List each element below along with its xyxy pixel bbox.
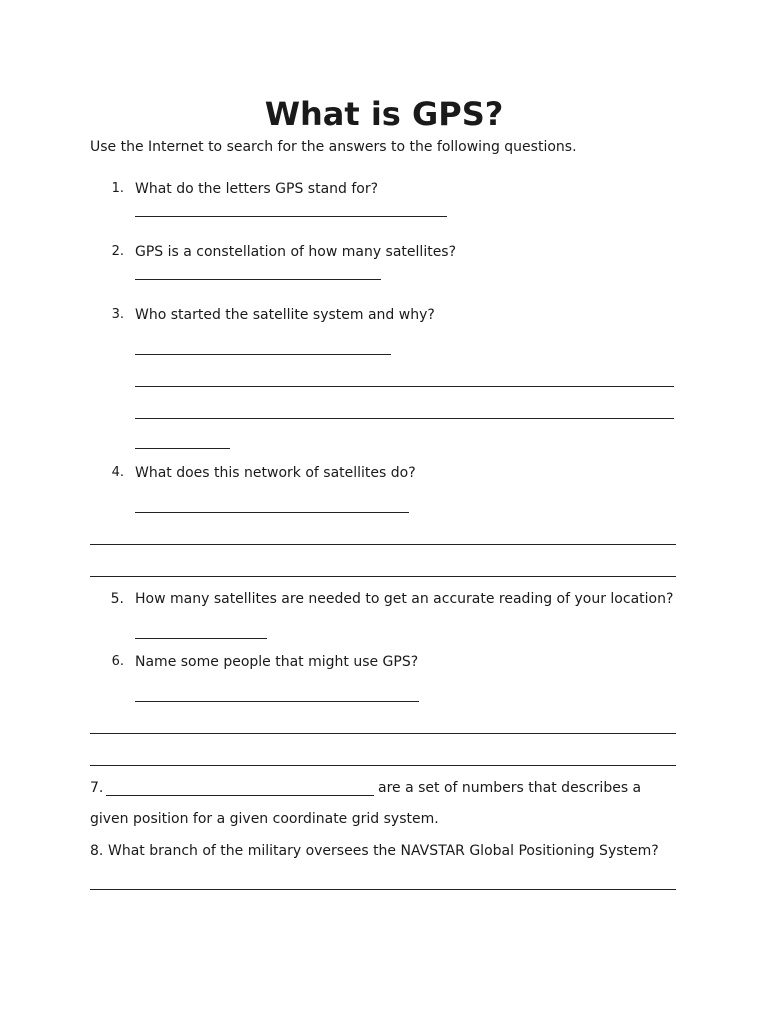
answer-line-2[interactable] bbox=[135, 279, 381, 280]
question-3-text: Who started the satellite system and why? bbox=[135, 307, 435, 323]
question-6-text: Name some people that might use GPS? bbox=[135, 654, 419, 670]
answer-line-5[interactable] bbox=[135, 638, 267, 639]
answer-line-7[interactable] bbox=[106, 795, 374, 796]
question-5-number: 5. bbox=[110, 591, 124, 607]
question-3-number: 3. bbox=[111, 307, 124, 322]
question-8-text: What branch of the military oversees the NAVSTAR Global Positioning System? bbox=[108, 843, 659, 859]
answer-line-3d[interactable] bbox=[135, 448, 230, 449]
question-4-number: 4. bbox=[111, 465, 124, 480]
question-2-text: GPS is a constellation of how many satellites? bbox=[135, 244, 457, 260]
answer-line-8[interactable] bbox=[90, 889, 676, 890]
question-1-number: 1. bbox=[111, 181, 124, 196]
answer-line-6b[interactable] bbox=[90, 733, 676, 734]
answer-line-1[interactable] bbox=[135, 216, 447, 217]
answer-line-6c[interactable] bbox=[90, 765, 676, 766]
question-2-number: 2. bbox=[111, 244, 124, 259]
question-7-text: are a set of numbers that describes a bbox=[378, 780, 642, 796]
answer-line-4c[interactable] bbox=[90, 576, 676, 577]
answer-line-3c[interactable] bbox=[135, 418, 674, 419]
answer-line-3a[interactable] bbox=[135, 354, 391, 355]
answer-line-3b[interactable] bbox=[135, 386, 674, 387]
question-7-text-line2: given position for a given coordinate grid system. bbox=[90, 811, 439, 827]
question-8-number: 8. bbox=[90, 843, 104, 859]
answer-line-4a[interactable] bbox=[135, 512, 409, 513]
question-1-text: What do the letters GPS stand for? bbox=[135, 181, 379, 197]
question-5-text: How many satellites are needed to get an accurate reading of your location? bbox=[135, 591, 674, 607]
page-title: What is GPS? bbox=[264, 95, 504, 133]
answer-line-6a[interactable] bbox=[135, 701, 419, 702]
instructions: Use the Internet to search for the answers to the following questions. bbox=[90, 139, 577, 155]
question-7-number: 7. bbox=[90, 780, 104, 796]
question-4-text: What does this network of satellites do? bbox=[135, 465, 416, 481]
question-6-number: 6. bbox=[111, 654, 124, 669]
answer-line-4b[interactable] bbox=[90, 544, 676, 545]
